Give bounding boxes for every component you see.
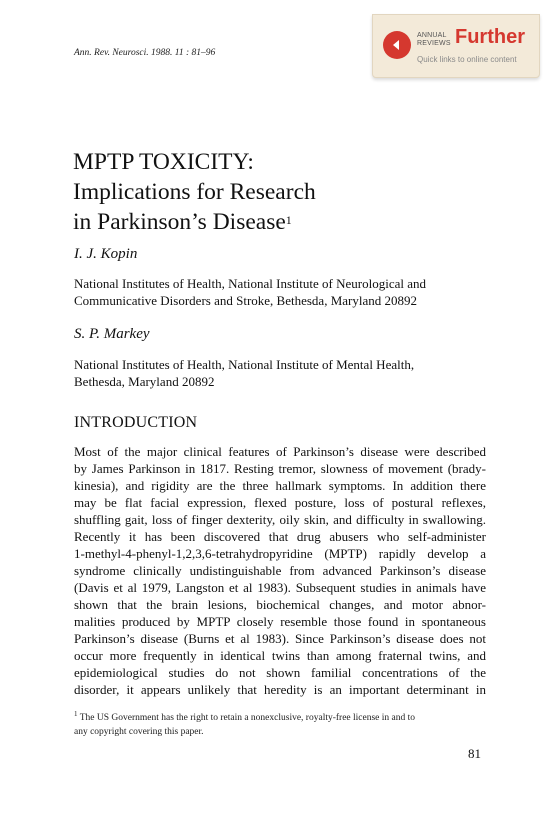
body-line: Parkinson’s disease (Burns et al 1983). Since Parkinson’s disease does not bbox=[74, 631, 486, 646]
title-line-3: in Parkinson’s Disease bbox=[73, 209, 286, 235]
annual-reviews-logo: ANNUAL REVIEWS bbox=[417, 32, 451, 47]
author-affiliation: National Institutes of Health, National Institute of Mental Health, Bethesda, Maryland 20892 bbox=[74, 357, 415, 389]
further-badge[interactable] bbox=[372, 14, 540, 78]
body-line: occur more frequently in identical twins than among fraternal twins, and bbox=[74, 648, 486, 663]
title-line-2: Implications for Research bbox=[73, 179, 316, 205]
body-line: Recently it has been discovered that drug abusers who self-administer bbox=[74, 529, 486, 544]
section-heading: INTRODUCTION bbox=[74, 414, 198, 431]
page-number: 81 bbox=[468, 746, 481, 761]
title-line-1: MPTP TOXICITY: bbox=[73, 149, 254, 175]
journal-citation: Ann. Rev. Neurosci. 1988. 11 : 81–96 bbox=[74, 48, 216, 58]
body-line: disorder, it appears unlikely that heredity is an important determinant in bbox=[74, 682, 486, 697]
article-title bbox=[73, 147, 316, 237]
quick-links-text: Quick links to online content bbox=[417, 55, 517, 64]
author-name: S. P. Markey bbox=[74, 326, 150, 342]
further-label: Further bbox=[455, 26, 525, 48]
body-line: Most of the major clinical features of Parkinson’s disease were described bbox=[74, 444, 486, 459]
body-line: may be flat facial expression, flexed posture, loss of postural reflexes, bbox=[74, 495, 486, 510]
footnote-mark: 1 bbox=[74, 710, 78, 718]
body-paragraph bbox=[74, 443, 486, 698]
author-affiliation: National Institutes of Health, National Institute of Neurological and Communicative Disorders and Stroke, Bethesda, Maryland 20892 bbox=[74, 276, 426, 308]
body-line: shuffling gait, loss of finger dexterity, oily skin, and difficulty in swallowing. bbox=[74, 512, 486, 527]
title-footnote-mark[interactable]: 1 bbox=[285, 213, 292, 227]
body-line: (Davis et al 1979, Langston et al 1983). Subsequent studies in animals have bbox=[74, 580, 486, 595]
body-line: by James Parkinson in 1817. Resting tremor, slowness of movement (brady- bbox=[74, 461, 486, 476]
body-line: malities produced by MPTP closely resemble those found in spontaneous bbox=[74, 614, 486, 629]
body-line: syndrome clinically undistinguishable from advanced Parkinson’s disease bbox=[74, 563, 486, 578]
body-line: shown that the brain lesions, biochemical changes, and motor abnor- bbox=[74, 597, 486, 612]
body-line: kinesia), and rigidity are the three hallmark symptoms. In addition there bbox=[74, 478, 486, 493]
body-line: 1-methyl-4-phenyl-1,2,3,6-tetrahydropyridine (MPTP) rapidly develop a bbox=[74, 546, 486, 561]
footnote: $^1$ The US Government has the right to retain a nonexclusive, royalty-free license in and to any copyright covering this paper. bbox=[74, 710, 416, 738]
body-line: epidemiological studies do not shown familial concentrations of the bbox=[74, 665, 486, 680]
play-arrow-icon bbox=[383, 31, 411, 59]
author-name: I. J. Kopin bbox=[74, 246, 138, 262]
